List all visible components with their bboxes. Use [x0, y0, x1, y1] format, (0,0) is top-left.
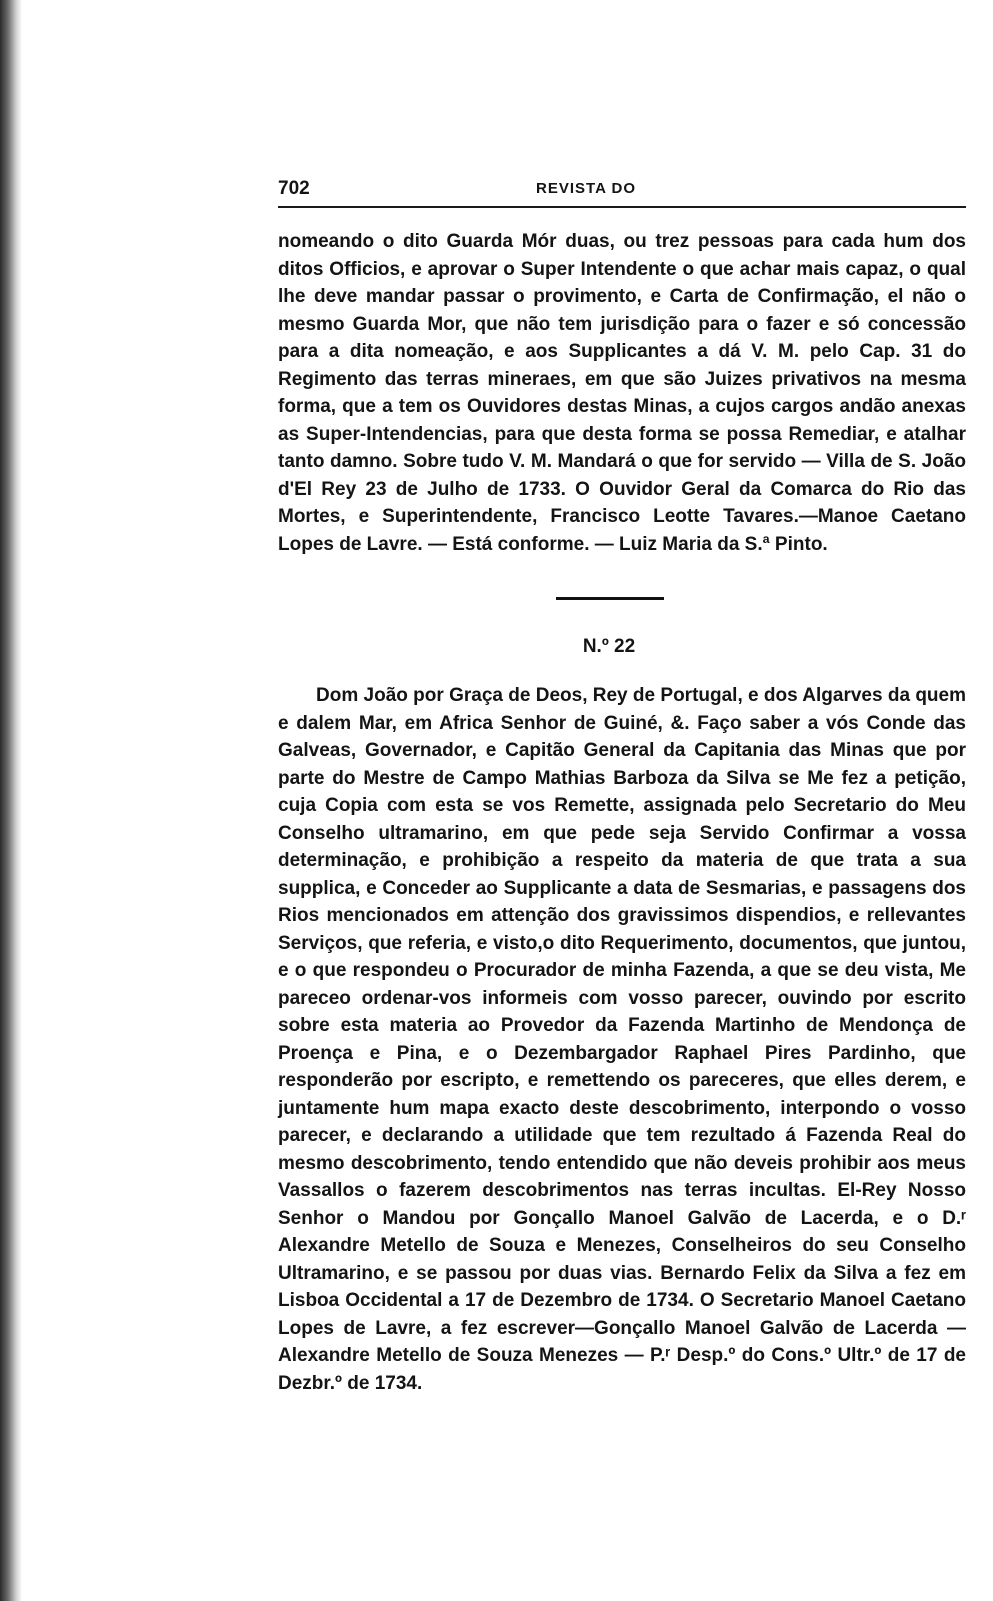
text-block-royal-letter	[278, 682, 966, 1397]
text-block-continuation	[278, 228, 966, 558]
paragraph-continuation: nomeando o dito Guarda Mór duas, ou trez pessoas para cada hum dos ditos Officios, e aprovar o Super Intendente o que achar mais capaz, o qual lhe deve mandar passar o provimento, e Carta de Confirmação, el não o mesmo Guarda Mor, que não tem jurisdição para o fazer e só concessão para a dita nomeação, e aos Supplicantes a dá V. M. pelo Cap. 31 do Regimento das terras mineraes, em que são Juizes privativos na mesma forma, que a tem os Ouvidores destas Minas, a cujos cargos andão anexas as Super-Intendencias, para que desta forma se possa Remediar, e atalhar tanto damno. Sobre tudo V. M. Mandará o que for servido — Villa de S. João d'El Rey 23 de Julho de 1733. O Ouvidor Geral da Comarca do Rio das Mortes, e Superintendente, Francisco Leotte Tavares.—Manoe Caetano Lopes de Lavre. — Está conforme. — Luiz Maria da S.ª Pinto.	[278, 231, 966, 555]
section-number: N.º 22	[582, 636, 636, 657]
scan-binding-edge	[0, 0, 22, 1601]
paragraph-royal-letter: Dom João por Graça de Deos, Rey de Portugal, e dos Algarves da quem e dalem Mar, em Africa Senhor de Guiné, &. Faço saber a vós Conde das Galveas, Governador, e Capitão General da Capitania das Minas que por parte do Mestre de Campo Mathias Barboza da Silva se Me fez a petição, cuja Copia com esta se vos Remette, assignada pelo Secretario do Meu Conselho ultramarino, em que pede seja Servido Confirmar a vossa determinação, e prohibição a respeito da materia de que trata a sua supplica, e Conceder ao Supplicante a data de Sesmarias, e passagens dos Rios mencionados em attenção dos gravissimos dispendios, e rellevantes Serviços, que referia, e visto,o dito Requerimento, documentos, que juntou, e o que respondeu o Procurador de minha Fazenda, a que se deu vista, Me pareceo ordenar-vos informeis com vosso parecer, ouvindo por escrito sobre esta materia ao Provedor da Fazenda Martinho de Mendonça de Proença e Pina, e o Dezembargador Raphael Pires Pardinho, que responderão por escripto, e remettendo os pareceres, que elles derem, e juntamente hum mapa exacto deste descobrimento, interpondo o vosso parecer, e declarando a utilidade que tem rezultado á Fazenda Real do mesmo descobrimento, tendo entendido que não deveis prohibir aos meus Vassallos o fazerem descobrimentos nas terras incultas. El-Rey Nosso Senhor o Mandou por Gonçallo Manoel Galvão de Lacerda, e o D.ʳ Alexandre Metello de Souza e Menezes, Conselheiros do seu Conselho Ultramarino, e se passou por duas vias. Bernardo Felix da Silva a fez em Lisboa Occidental a 17 de Dezembro de 1734. O Secretario Manoel Caetano Lopes de Lavre, a fez escrever—Gonçallo Manoel Galvão de Lacerda — Alexandre Metello de Souza Menezes — P.ʳ Desp.º do Cons.º Ultr.º de 17 de Dezbr.º de 1734.	[278, 685, 966, 1394]
running-title: REVISTA DO	[536, 180, 637, 197]
section-separator	[556, 597, 664, 600]
page-number: 702	[278, 178, 310, 199]
page-header	[278, 178, 968, 204]
header-rule	[278, 206, 966, 208]
